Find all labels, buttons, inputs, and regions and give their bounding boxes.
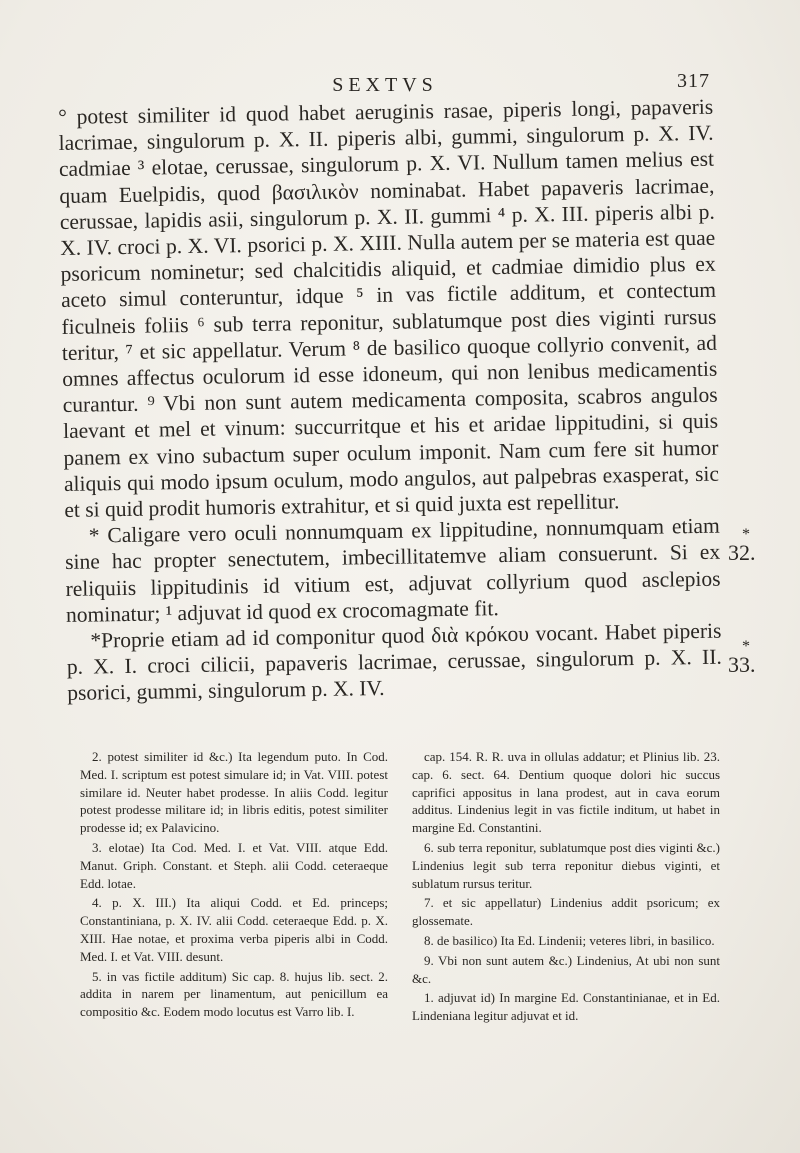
paragraph: ° potest similiter id quod habet aeruginis rasae, piperis longi, papaveris lacrimae, singulorum p. X. II. piperis albi, gummi, singulorum p. X. IV. cadmiae ³ elotae, cerussae, singulorum p. X. VI. Nullum tamen melius est quam Euelpidis, quod βασιλικὸν nominabat. Habet papaveris lacrimae, cerussae, lapidis asii, singulorum p. X. II. gummi ⁴ p. X. III. piperis albi p. X. IV. croci p. X. VI. psorici p. X. XIII. Nulla autem per se materia est quae psoricum nominetur; sed chalcitidis aliquid, et cadmiae dimidio plus ex aceto simul conteruntur, idque ⁵ in vas fictile additum, et contectum ficulneis foliis ⁶ sub terra reponitur, sublatumque post dies viginti rursus teritur, ⁷ et sic appellatur. Verum ⁸ de basilico quoque collyrio convenit, ad omnes affectus oculorum id esse idoneum, qui non lenibus medicamentis curantur. ⁹ Vbi non sunt autem medicamenta composita, scabros angulos laevant et mel et vinum: succurritque et his et aridae lippitudini, si quis panem ex vino subactum super oculum imponit. Nam cum fere sit humor aliquis qui modo ipsum oculum, modo angulos, aut palpebras exasperat, sic et si quid prodit humoris extrahitur, et si quid juxta est repellitur. xyxy=(58,94,720,522)
paragraph: *Proprie etiam ad id componitur quod διὰ κρόκου vocant. Habet piperis p. X. I. croci cilicii, papaveris lacrimae, cerussae, singulorum p. X. II. psorici, gummi, singulorum p. X. IV. xyxy=(66,618,722,706)
footnotes-left-column xyxy=(80,748,388,1027)
section-star: * xyxy=(742,638,750,655)
running-head: SEXTVS xyxy=(332,74,438,96)
footnotes xyxy=(80,748,720,1027)
paragraph: * Caligare vero oculi nonnumquam ex lippitudine, nonnumquam etiam sine hac propter senectutem, imbecillitatemve aliam consuerunt. Si ex reliquiis lippitudinis id vitium est, adjuvat collyrium quod asclepios nominatur; ¹ adjuvat id quod ex crocomagmate fit. xyxy=(65,513,721,627)
section-number xyxy=(728,526,756,566)
footnote: 3. elotae) Ita Cod. Med. I. et Vat. VIII. atque Edd. Manut. Griph. Constant. et Steph. alii Codd. ceteraeque Edd. lotae. xyxy=(80,839,388,891)
main-text xyxy=(58,94,722,707)
page-number: 317 xyxy=(677,70,710,92)
section-number-label: 32. xyxy=(728,540,756,565)
footnote: 2. potest similiter id &c.) Ita legendum puto. In Cod. Med. I. scriptum est potest simulare id; in Vat. VIII. potest similare id. Neuter habet prodesse. In aliis Codd. legitur potest prodesse militare id; in libris editis, potest similiter prodesse id; ex Palavicino. xyxy=(80,749,388,836)
section-star: * xyxy=(742,526,750,543)
footnotes-right-column xyxy=(412,748,720,1027)
footnote: 5. in vas fictile additum) Sic cap. 8. hujus lib. sect. 2. addita in narem per linamentum, aut penicillum ea compositio &c. Eodem modo locutus est Varro lib. I. xyxy=(80,968,388,1020)
section-number-label: 33. xyxy=(728,652,756,677)
footnote: 1. adjuvat id) In margine Ed. Constantinianae, et in Ed. Lindeniana legitur adjuvat et id. xyxy=(412,990,720,1024)
footnote: 7. et sic appellatur) Lindenius addit psoricum; ex glossemate. xyxy=(412,895,720,929)
footnote: 6. sub terra reponitur, sublatumque post dies viginti &c.) Lindenius legit sub terra reponitur diebus viginti, et sublatum rursus teritur. xyxy=(412,839,720,891)
footnote: cap. 154. R. R. uva in ollulas addatur; et Plinius lib. 23. cap. 6. sect. 64. Dentium quoque dolori hic succus caprifici appositus in lana prodest, aut in cava eorum additus. Lindenius legit in vas fictile inditum, ut habet in margine Ed. Constantini. xyxy=(412,749,720,836)
footnote: 9. Vbi non sunt autem &c.) Lindenius, At ubi non sunt &c. xyxy=(412,952,720,986)
section-number xyxy=(728,638,756,678)
footnote: 8. de basilico) Ita Ed. Lindenii; veteres libri, in basilico. xyxy=(424,932,715,948)
footnote: 4. p. X. III.) Ita aliqui Codd. et Ed. princeps; Constantiniana, p. X. IV. alii Codd. ceteraeque Edd. p. X. XIII. Hae notae, et proxima verba piperis albi in Codd. Med. I. et Vat. VIII. desunt. xyxy=(80,895,388,964)
